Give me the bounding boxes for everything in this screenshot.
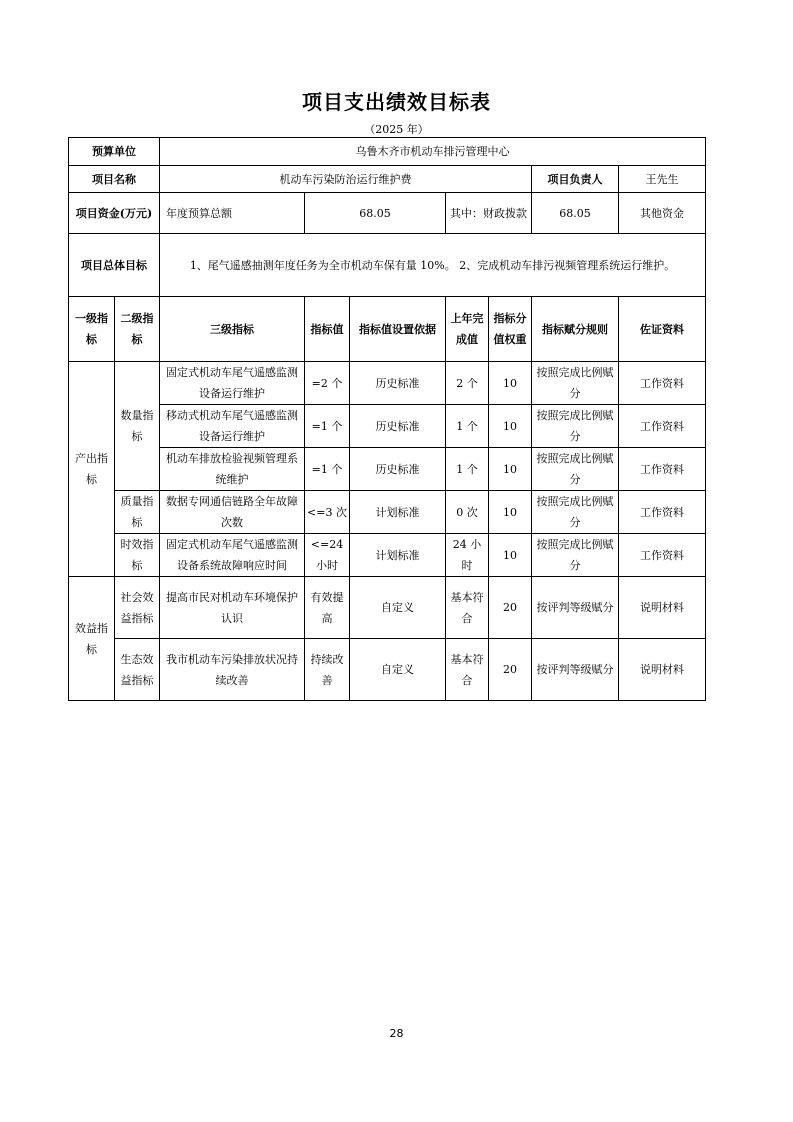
page-title: 项目支出绩效目标表 (302, 90, 491, 114)
indicator-rule: 按照完成比例赋分 (532, 448, 619, 491)
col-rule: 指标赋分规则 (532, 297, 619, 362)
col-weight: 指标分值权重 (489, 297, 532, 362)
annual-total-label: 年度预算总额 (160, 193, 305, 234)
budget-unit-row (69, 138, 706, 166)
col-evidence: 佐证资料 (619, 297, 706, 362)
indicator-value: =2 个 (305, 362, 350, 405)
table-row (69, 491, 706, 534)
indicator-evidence: 工作资料 (619, 534, 706, 577)
indicator-basis: 计划标准 (350, 491, 446, 534)
indicator-value: 持续改善 (305, 639, 350, 701)
goal-value: 1、尾气遥感抽测年度任务为全市机动车保有量 10%。 2、完成机动车排污视频管理系统运行维护。 (160, 234, 706, 297)
col-last-year: 上年完成值 (446, 297, 489, 362)
indicator-weight: 20 (489, 639, 532, 701)
indicator-evidence: 工作资料 (619, 362, 706, 405)
project-name-value: 机动车污染防治运行维护费 (160, 166, 532, 193)
indicator-basis: 自定义 (350, 577, 446, 639)
indicator-basis: 历史标准 (350, 405, 446, 448)
group-timeliness: 时效指标 (115, 534, 160, 577)
budget-unit-label: 预算单位 (69, 138, 160, 166)
col-level2: 二级指标 (115, 297, 160, 362)
indicator: 我市机动车污染排放状况持续改善 (160, 639, 305, 701)
indicator-weight: 10 (489, 491, 532, 534)
indicator: 机动车排放检验视频管理系统维护 (160, 448, 305, 491)
indicator-rule: 按照完成比例赋分 (532, 362, 619, 405)
indicator: 数据专网通信链路全年故障次数 (160, 491, 305, 534)
col-value: 指标值 (305, 297, 350, 362)
funds-label: 项目资金(万元) (69, 193, 160, 234)
indicator: 固定式机动车尾气遥感监测设备运行维护 (160, 362, 305, 405)
indicator-evidence: 说明材料 (619, 639, 706, 701)
indicator-weight: 20 (489, 577, 532, 639)
group-eco: 生态效益指标 (115, 639, 160, 701)
goal-row (69, 234, 706, 297)
column-header-row (69, 297, 706, 362)
indicator-basis: 计划标准 (350, 534, 446, 577)
table-row (69, 534, 706, 577)
indicator-value: =1 个 (305, 448, 350, 491)
indicator-evidence: 说明材料 (619, 577, 706, 639)
funds-row (69, 193, 706, 234)
indicator-rule: 按评判等级赋分 (532, 577, 619, 639)
page-number: 28 (389, 1027, 404, 1040)
indicator-value: =1 个 (305, 405, 350, 448)
indicator-evidence: 工作资料 (619, 491, 706, 534)
performance-table (68, 137, 706, 701)
indicator-rule: 按照完成比例赋分 (532, 491, 619, 534)
table-row (69, 639, 706, 701)
year-label: （2025 年） (364, 123, 429, 136)
indicator-last: 1 个 (446, 448, 489, 491)
indicator-value: <=3 次 (305, 491, 350, 534)
project-leader-label: 项目负责人 (532, 166, 619, 193)
fiscal-label: 其中：财政拨款 (446, 193, 532, 234)
project-leader-value: 王先生 (619, 166, 706, 193)
indicator-weight: 10 (489, 534, 532, 577)
annual-total-value: 68.05 (305, 193, 446, 234)
group-social: 社会效益指标 (115, 577, 160, 639)
indicator-rule: 按照完成比例赋分 (532, 534, 619, 577)
indicator: 移动式机动车尾气遥感监测设备运行维护 (160, 405, 305, 448)
indicator-last: 0 次 (446, 491, 489, 534)
indicator-evidence: 工作资料 (619, 448, 706, 491)
indicator: 提高市民对机动车环境保护认识 (160, 577, 305, 639)
indicator-value: <=24 小时 (305, 534, 350, 577)
col-level3: 三级指标 (160, 297, 305, 362)
group-quantity: 数量指标 (115, 362, 160, 491)
indicator-basis: 历史标准 (350, 362, 446, 405)
table-row (69, 405, 706, 448)
indicator: 固定式机动车尾气遥感监测设备系统故障响应时间 (160, 534, 305, 577)
table-row (69, 362, 706, 405)
group-output: 产出指标 (69, 362, 115, 577)
indicator-rule: 按评判等级赋分 (532, 639, 619, 701)
indicator-last: 基本符合 (446, 577, 489, 639)
table-row (69, 577, 706, 639)
indicator-basis: 历史标准 (350, 448, 446, 491)
col-basis: 指标值设置依据 (350, 297, 446, 362)
fiscal-value: 68.05 (532, 193, 619, 234)
indicator-weight: 10 (489, 362, 532, 405)
indicator-last: 1 个 (446, 405, 489, 448)
indicator-evidence: 工作资料 (619, 405, 706, 448)
indicator-rule: 按照完成比例赋分 (532, 405, 619, 448)
table-row (69, 448, 706, 491)
goal-label: 项目总体目标 (69, 234, 160, 297)
budget-unit-value: 乌鲁木齐市机动车排污管理中心 (160, 138, 706, 166)
indicator-weight: 10 (489, 405, 532, 448)
other-funds-label: 其他资金 (619, 193, 706, 234)
indicator-value: 有效提高 (305, 577, 350, 639)
indicator-last: 24 小时 (446, 534, 489, 577)
indicator-last: 基本符合 (446, 639, 489, 701)
indicator-last: 2 个 (446, 362, 489, 405)
group-quality: 质量指标 (115, 491, 160, 534)
indicator-weight: 10 (489, 448, 532, 491)
indicator-basis: 自定义 (350, 639, 446, 701)
col-level1: 一级指标 (69, 297, 115, 362)
project-name-row (69, 166, 706, 193)
project-name-label: 项目名称 (69, 166, 160, 193)
group-benefit: 效益指标 (69, 577, 115, 701)
